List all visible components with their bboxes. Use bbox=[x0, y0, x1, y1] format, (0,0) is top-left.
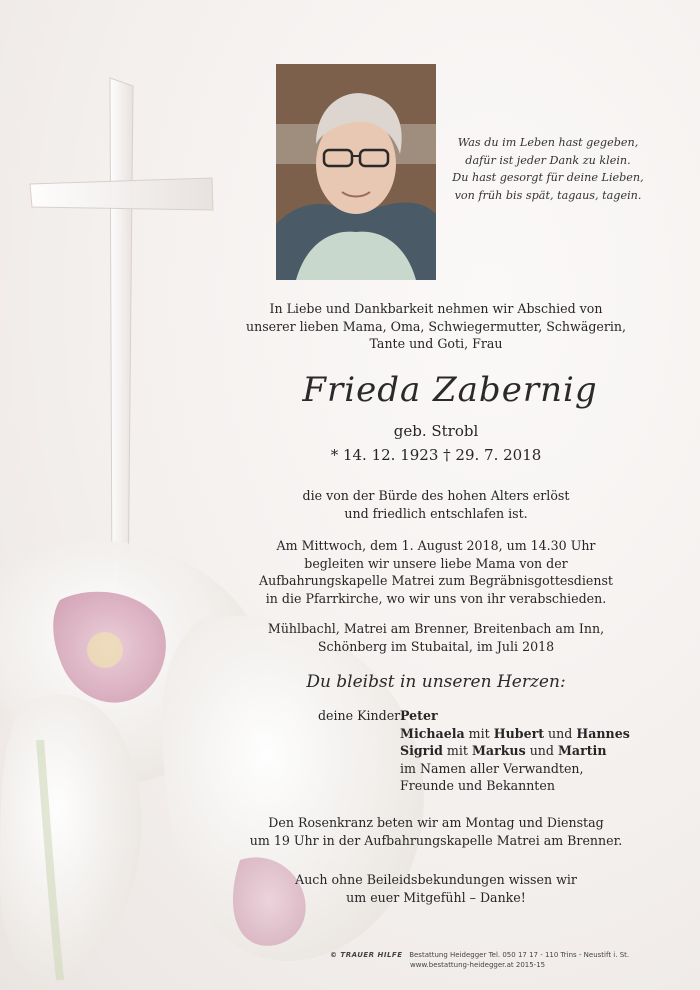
family-member: Markus bbox=[471, 743, 526, 758]
life-dates: * 14. 12. 1923 † 29. 7. 2018 bbox=[330, 446, 542, 464]
intro-line: Tante und Goti, Frau bbox=[369, 336, 503, 351]
poem-line: Du hast gesorgt für deine Lieben, bbox=[452, 171, 644, 184]
cross-icon bbox=[30, 78, 213, 600]
deceased-name: Frieda Zabernig bbox=[302, 370, 598, 410]
closing-line: um euer Mitgefühl – Danke! bbox=[346, 889, 526, 905]
family-row bbox=[318, 742, 630, 760]
intro-text bbox=[230, 300, 642, 353]
family-member: Sigrid bbox=[400, 743, 443, 758]
rosary-line: um 19 Uhr in der Aufbahrungskapelle Matrei am Brenner. bbox=[249, 832, 623, 848]
place-line: Mühlbachl, Matrei am Brenner, Breitenbach am Inn, bbox=[267, 621, 605, 636]
poem bbox=[448, 134, 648, 204]
family-list bbox=[318, 707, 630, 795]
passing-line: und friedlich entschlafen ist. bbox=[344, 505, 528, 521]
intro-line: In Liebe und Dankbarkeit nehmen wir Abschied von bbox=[269, 301, 603, 316]
place-line: Schönberg im Stubaital, im Juli 2018 bbox=[317, 638, 555, 654]
place-date-text bbox=[230, 620, 642, 655]
passing-text bbox=[230, 487, 642, 522]
family-connector: mit bbox=[464, 725, 494, 741]
funeral-line: Am Mittwoch, dem 1. August 2018, um 14.30 Uhr bbox=[276, 538, 596, 553]
family-row bbox=[318, 725, 630, 743]
family-row bbox=[318, 707, 630, 725]
family-member: Hannes bbox=[576, 725, 630, 741]
family-connector: und bbox=[525, 743, 558, 758]
footer-website: www.bestattung-heidegger.at 2015-15 bbox=[410, 961, 546, 969]
rosary-text bbox=[230, 814, 642, 849]
closing-line: Auch ohne Beileidsbekundungen wissen wir bbox=[295, 872, 577, 887]
family-row bbox=[318, 777, 630, 795]
footer bbox=[330, 950, 690, 970]
family-member: Michaela bbox=[400, 725, 465, 741]
family-member: Martin bbox=[557, 743, 607, 758]
family-label: deine Kinder: bbox=[318, 708, 405, 723]
family-connector: und bbox=[544, 725, 577, 741]
family-member: Hubert bbox=[493, 725, 545, 741]
family-note: im Namen aller Verwandten, bbox=[400, 760, 584, 776]
poem-line: dafür ist jeder Dank zu klein. bbox=[465, 153, 631, 167]
rosary-line: Den Rosenkranz beten wir am Montag und Dienstag bbox=[268, 815, 604, 830]
portrait-photo bbox=[276, 64, 436, 280]
family-member: Peter bbox=[400, 708, 438, 723]
funeral-text bbox=[230, 537, 642, 607]
birth-name: geb. Strobl bbox=[393, 422, 479, 440]
footer-contact: Bestattung Heidegger Tel. 050 17 17 - 110 Trins - Neustift i. St. bbox=[409, 951, 630, 959]
intro-line: unserer lieben Mama, Oma, Schwiegermutter, Schwägerin, bbox=[245, 318, 627, 334]
funeral-line: begleiten wir unsere liebe Mama von der bbox=[304, 555, 568, 571]
family-note: Freunde und Bekannten bbox=[400, 778, 555, 793]
closing-text bbox=[230, 871, 642, 906]
motto: Du bleibst in unseren Herzen: bbox=[306, 672, 566, 692]
family-row bbox=[318, 760, 630, 778]
portrait-image bbox=[276, 64, 436, 280]
footer-brand: © TRAUER HILFE bbox=[330, 951, 403, 959]
poem-line: von früh bis spät, tagaus, tagein. bbox=[454, 188, 642, 202]
passing-line: die von der Bürde des hohen Alters erlöst bbox=[302, 488, 570, 503]
family-connector: mit bbox=[442, 743, 472, 758]
poem-line: Was du im Leben hast gegeben, bbox=[457, 136, 639, 149]
funeral-line: Aufbahrungskapelle Matrei zum Begräbnisgottesdienst bbox=[259, 573, 613, 588]
funeral-line: in die Pfarrkirche, wo wir uns von ihr verabschieden. bbox=[265, 590, 607, 606]
